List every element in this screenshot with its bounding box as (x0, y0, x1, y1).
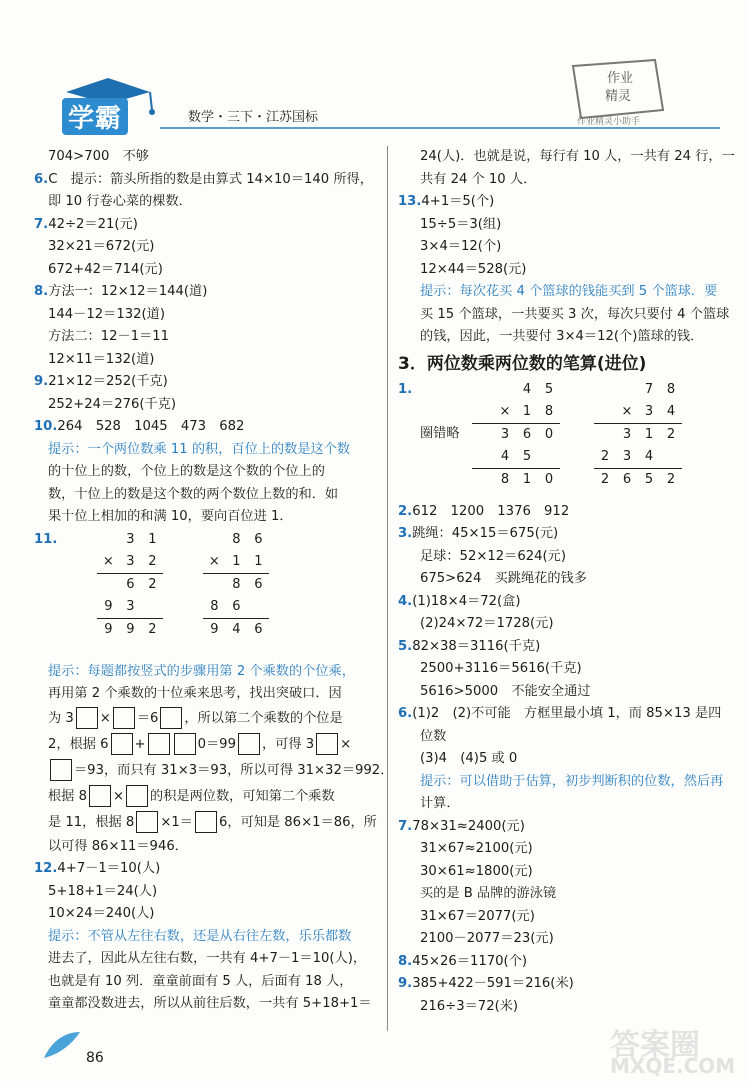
digit-cell (494, 379, 516, 401)
digit-cell: 3 (622, 448, 632, 464)
hint-line: 2，根据 6 + 0＝99 ，可得 3 × (34, 732, 384, 758)
digit-cell (616, 379, 638, 401)
blank-box (111, 733, 133, 755)
answer-line: 买的是 B 品牌的游泳镜 (420, 886, 557, 901)
blank-box (174, 733, 196, 755)
digit-cell: × (499, 403, 511, 419)
digit-cell (472, 401, 494, 423)
hint-line: 以可得 86×11＝946． (48, 838, 188, 854)
blank-box (126, 785, 148, 807)
digit-cell: 8 (210, 598, 219, 614)
digit-cell (203, 573, 225, 596)
answer-line: 12×11＝132(道) (48, 351, 155, 367)
s8: 8.45×26＝1170(个) (398, 953, 528, 969)
digit-cell: 4 (666, 403, 676, 419)
digit-cell: 4 (225, 618, 247, 641)
hint-line: 果十位上相加的和满 10，要向百位进 1． (48, 509, 293, 524)
blank-box (113, 707, 135, 729)
s2: 2.612 1200 1376 912 (398, 503, 570, 519)
answer-line: 675>624 买跳绳花的钱多 (420, 571, 587, 586)
hint-line: 提示：不管从左往右数，还是从右往左数，乐乐都数 (48, 928, 352, 944)
digit-cell: 8 (494, 468, 516, 491)
digit-cell (97, 529, 119, 551)
answer-line: 5+18+1＝24(人) (48, 883, 158, 899)
book-title: 数学・三下・江苏国标 (188, 110, 319, 125)
digit-cell: 2 (141, 573, 163, 596)
answer-line: 3×4＝12(个) (420, 239, 502, 254)
s4: 4.(1)18×4＝72(盒) (398, 593, 521, 609)
stamp-bottom: 作业精灵小助手 (577, 117, 641, 127)
digit-cell: 3 (644, 403, 654, 419)
digit-cell: 4 (500, 448, 510, 464)
digit-cell: 5 (522, 448, 532, 464)
s3: 3.跳绳：45×15＝675(元) (398, 526, 559, 541)
digit-cell: 2 (600, 448, 610, 464)
hint-line: 提示：每次花买 4 个篮球的钱能买到 5 个篮球．要 (420, 284, 718, 299)
blank-box (136, 811, 158, 833)
blank-box (76, 707, 98, 729)
digit-cell: 0 (538, 423, 560, 446)
blank-box (89, 785, 111, 807)
digit-cell: 9 (203, 618, 225, 641)
digit-cell: 2 (660, 423, 682, 446)
q6: 6.C 提示：箭头所指的数是由算式 14×10＝140 所得， (34, 171, 373, 187)
digit-cell (472, 379, 494, 401)
answer-line: 足球：52×12＝624(元) (420, 548, 567, 564)
digit-cell (203, 529, 225, 551)
hint-line: 数，十位上的数是这个数的两个数位上数的和．如 (48, 486, 339, 502)
q9: 9.21×12＝252(千克) (34, 374, 168, 389)
digit-cell: 2 (660, 468, 682, 491)
digit-cell: 8 (666, 381, 676, 397)
blank-box (160, 707, 182, 729)
digit-cell: 4 (522, 381, 532, 397)
q11: 11. 3 1 × 3 2 6 2 9 3 9 9 2 8 6 × 1 1 8 6 8 6 9 4 6 (34, 529, 384, 661)
section-title: 3．两位数乘两位数的笔算(进位) (398, 353, 647, 374)
digit-cell: × (208, 553, 220, 569)
digit-cell: 8 (225, 573, 247, 596)
answer-line: (3)4 (4)5 或 0 (420, 751, 518, 766)
answer-line: 216÷3＝72(米) (420, 998, 519, 1014)
answer-line: 5616>5000 不能安全通过 (420, 683, 591, 699)
q8: 8.方法一：12×12＝144(道) (34, 284, 208, 299)
digit-cell (247, 596, 269, 618)
digit-cell: 9 (104, 598, 113, 614)
digit-cell: × (621, 403, 633, 419)
s7: 7.78×31≈2400(元) (398, 818, 525, 834)
digit-cell: 6 (254, 531, 263, 547)
digit-cell (141, 596, 163, 618)
digit-cell (538, 446, 560, 468)
vertical-multiplication-3 (472, 379, 560, 501)
digit-cell: 1 (254, 553, 263, 569)
hint-line: 也就是有 10 列．童童前面有 5 人，后面有 18 人， (48, 973, 353, 989)
blank-box (195, 811, 217, 833)
s1: 1. 圈错略 4 5 × 1 8 3 6 0 4 5 8 1 0 7 8 × 3 4 3 1 2 2 3 4 2 6 5 2 (398, 379, 728, 501)
digit-cell (594, 379, 616, 401)
q13: 13.4+1＝5(个) (398, 194, 495, 209)
q-number: 6. (34, 171, 49, 187)
answer-line: 144－12＝132(道) (48, 306, 165, 322)
digit-cell: 1 (148, 531, 157, 547)
digit-cell: 7 (644, 381, 654, 397)
digit-cell: 2 (141, 618, 163, 641)
digit-cell: 6 (247, 618, 269, 641)
hint-line: 提示：一个两位数乘 11 的积，百位上的数是这个数 (48, 441, 351, 457)
s1-label: 圈错略 (420, 425, 460, 441)
digit-cell (594, 423, 616, 446)
answer-line: 共有 24 个 10 人． (420, 171, 537, 187)
digit-cell: 0 (538, 468, 560, 491)
digit-cell: × (102, 553, 114, 569)
left-column (34, 146, 394, 1016)
digit-cell: 6 (232, 598, 241, 614)
q12: 12.4+7－1＝10(人) (34, 861, 161, 876)
answer-line: 15÷5＝3(组) (420, 216, 502, 232)
digit-cell: 1 (638, 423, 660, 446)
digit-cell: 8 (544, 403, 554, 419)
answer-line: 30×61≈1800(元) (420, 863, 533, 879)
hint-line: 为 3 × ＝6 ，所以第二个乘数的个位是 (34, 706, 384, 732)
digit-cell: 5 (638, 468, 660, 491)
s9: 9.385+422－591＝216(米) (398, 976, 574, 991)
digit-cell: 9 (119, 618, 141, 641)
vertical-multiplication-1 (97, 529, 163, 661)
digit-cell: 6 (247, 573, 269, 596)
hint-line: 的钱，因此，一共要付 3×4＝12(个)篮球的钱． (420, 329, 704, 344)
vertical-multiplication-2 (203, 529, 269, 661)
digit-cell: 3 (126, 531, 135, 547)
digit-cell: 6 (119, 573, 141, 596)
digit-cell: 9 (97, 618, 119, 641)
hint-line: 是 11，根据 8 ×1＝ 6，可知是 86×1＝86，所 (34, 810, 384, 836)
digit-cell: 6 (516, 423, 538, 446)
q6-cont: 即 10 行卷心菜的棵数． (48, 194, 192, 209)
digit-cell (594, 401, 616, 423)
digit-cell: 3 (126, 598, 135, 614)
digit-cell: 1 (522, 403, 532, 419)
hint-line: 提示：每题都按竖式的步骤用第 2 个乘数的个位乘， (48, 663, 355, 679)
answer-line: 704>700 不够 (48, 149, 149, 164)
digit-cell: 3 (616, 423, 638, 446)
answer-line: 10×24＝240(人) (48, 906, 155, 921)
digit-cell: 4 (644, 448, 654, 464)
digit-cell: 1 (516, 468, 538, 491)
vertical-multiplication-4 (594, 379, 682, 501)
digit-cell: 3 (126, 553, 135, 569)
answer-line: 2100－2077＝23(元) (420, 931, 554, 946)
s6: 6.(1)2 (2)不可能 方框里最小填 1，而 85×13 是四 (398, 706, 722, 721)
blank-box (238, 733, 260, 755)
answer-line: 32×21＝672(元) (48, 239, 155, 254)
hint-line: 进去了，因此从左往右数，一共有 4+7－1＝10(人)， (48, 951, 367, 966)
digit-cell: 2 (594, 468, 616, 491)
stamp-top: 作业 (607, 71, 634, 86)
digit-cell (472, 446, 494, 468)
s5: 5.82×38＝3116(千克) (398, 638, 541, 654)
answer-line: 位数 (420, 728, 447, 744)
answer-line: 方法二：12－1＝11 (48, 329, 170, 344)
digit-cell: 6 (616, 468, 638, 491)
answer-line: 31×67≈2100(元) (420, 841, 533, 856)
blank-box (148, 733, 170, 755)
digit-cell (97, 573, 119, 596)
answer-line: 2500+3116＝5616(千克) (420, 661, 582, 676)
stamp (555, 58, 685, 128)
hint-line: 童童都没数进去，所以从前往后数，一共有 5+18+1＝ (48, 996, 372, 1011)
page-number: 86 (86, 1050, 104, 1066)
digit-cell (472, 468, 494, 491)
answer-line: 672+42＝714(元) (48, 261, 163, 277)
stamp-badge (555, 58, 685, 128)
digit-cell: 3 (494, 423, 516, 446)
column-divider (387, 146, 388, 1031)
blank-box (316, 733, 338, 755)
leaf-icon (42, 1030, 82, 1060)
digit-cell: 5 (544, 381, 554, 397)
hint-line: 买 15 个篮球，一共要买 3 次，每次只要付 4 个篮球 (420, 306, 730, 322)
answer-line: 12×44＝528(元) (420, 261, 527, 277)
hint-line: 计算． (420, 796, 460, 811)
watermark-url: MXQE.COM (610, 1054, 736, 1078)
digit-cell: 1 (232, 553, 241, 569)
digit-cell (472, 423, 494, 446)
answer-line: 31×67＝2077(元) (420, 908, 535, 924)
logo-text: 学霸 (62, 98, 128, 135)
answer-line: (2)24×72＝1728(元) (420, 616, 554, 631)
hint-line: 再用第 2 个乘数的十位乘来思考，找出突破口．因 (48, 686, 342, 701)
q10: 10.264 528 1045 473 682 (34, 419, 245, 434)
stamp-mid: 精灵 (605, 89, 632, 104)
hint-line: ＝93，而只有 31×3＝93，所以可得 31×32＝992． (34, 758, 384, 784)
digit-cell: 8 (232, 531, 241, 547)
hint-line: 提示：可以借助于估算，初步判断积的位数，然后再 (420, 773, 724, 789)
hint-line: 根据 8 × 的积是两位数，可知第二个乘数 (34, 784, 384, 810)
right-column (398, 146, 735, 1018)
digit-cell (660, 446, 682, 468)
blank-box (50, 759, 72, 781)
answer-line: 252+24＝276(千克) (48, 396, 177, 412)
answer-line: 24(人)．也就是说，每行有 10 人，一共有 24 行，一 (420, 149, 735, 164)
digit-cell: 2 (148, 553, 157, 569)
q7: 7.42÷2＝21(元) (34, 216, 138, 232)
hint-line: 的十位上的数，个位上的数是这个数的个位上的 (48, 464, 325, 479)
watermark: 答案圈 (610, 1028, 700, 1063)
